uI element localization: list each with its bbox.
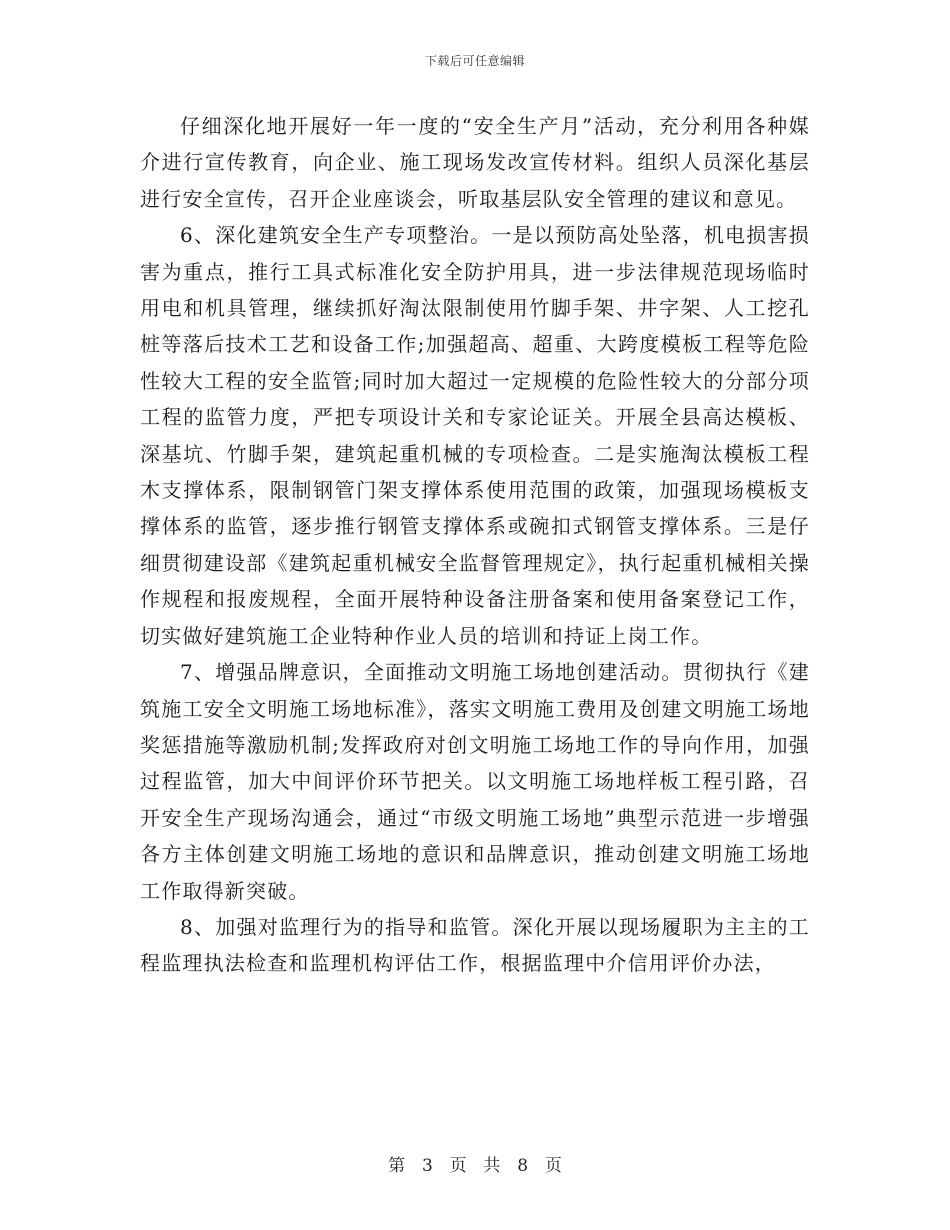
page-footer [0, 1151, 950, 1176]
footer-total-prefix: 共 [483, 1156, 501, 1176]
document-body [140, 108, 810, 982]
footer-total-pages: 8 [517, 1156, 529, 1176]
header-note: 下载后可任意编辑 [424, 54, 525, 68]
paragraph: 仔细深化地开展好一年一度的“安全生产月”活动，充分利用各种媒介进行宣传教育，向企业、施工现场发改宣传材料。组织人员深化基层进行安全宣传，召开企业座谈会，听取基层队安全管理的建议和意见。 [140, 114, 810, 211]
paragraph: 6、深化建筑安全生产专项整治。一是以预防高处坠落，机电损害损害为重点，推行工具式标准化安全防护用具，进一步法律规范现场临时用电和机具管理，继续抓好淘汰限制使用竹脚手架、井字架、人工挖孔桩等落后技术工艺和设备工作;加强超高、超重、大跨度模板工程等危险性较大工程的安全监管;同时加大超过一定规模的危险性较大的分部分项工程的监管力度，严把专项设计关和专家论证关。开展全县高达模板、深基坑、竹脚手架，建筑起重机械的专项检查。二是实施淘汰模板工程木支撑体系，限制钢管门架支撑体系使用范围的政策，加强现场模板支撑体系的监管，逐步推行钢管支撑体系或碗扣式钢管支撑体系。三是仔细贯彻建设部《建筑起重机械安全监督管理规定》，执行起重机械相关操作规程和报废规程，全面开展特种设备注册备案和使用备案登记工作，切实做好建筑施工企业特种作业人员的培训和持证上岗工作。 [140, 223, 810, 648]
footer-prefix: 第 [388, 1156, 406, 1176]
footer-current-page: 3 [421, 1156, 433, 1176]
footer-page-label: 页 [449, 1156, 467, 1176]
footer-suffix: 页 [544, 1156, 562, 1176]
paragraph: 8、加强对监理行为的指导和监管。深化开展以现场履职为主主的工程监理执法检查和监理机构评估工作，根据监理中介信用评价办法， [140, 914, 810, 976]
paragraph: 7、增强品牌意识，全面推动文明施工场地创建活动。贯彻执行《建筑施工安全文明施工场地标准》，落实文明施工费用及创建文明施工场地奖惩措施等激励机制;发挥政府对创文明施工场地工作的导向作用，加强过程监管，加大中间评价环节把关。以文明施工场地样板工程引路，召开安全生产现场沟通会，通过“市级文明施工场地”典型示范进一步增强各方主体创建文明施工场地的意识和品牌意识，推动创建文明施工场地工作取得新突破。 [140, 660, 810, 903]
